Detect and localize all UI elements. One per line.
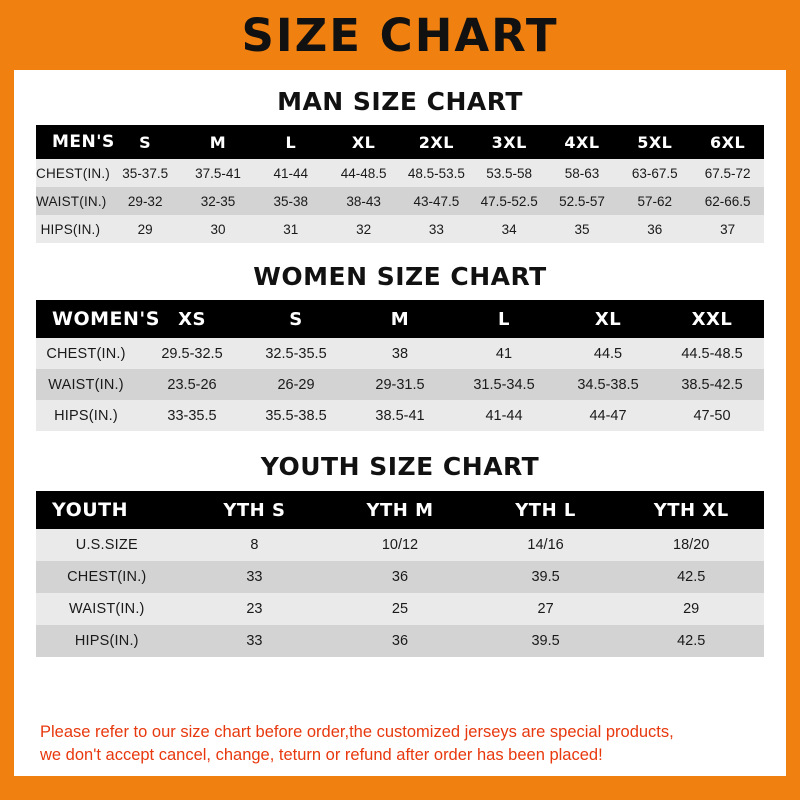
women-waist-1: 23.5-26 bbox=[167, 376, 217, 393]
women-hips-4: 41-44 bbox=[485, 407, 523, 424]
women-waist-4: 31.5-34.5 bbox=[473, 376, 535, 393]
page-title: SIZE CHART bbox=[241, 8, 559, 62]
men-hips-5: 33 bbox=[428, 221, 444, 237]
men-col-6: 3XL bbox=[491, 132, 527, 152]
women-waist-3: 29-31.5 bbox=[375, 376, 425, 393]
women-chest-5: 44.5 bbox=[593, 345, 623, 362]
men-waist-5: 43-47.5 bbox=[413, 193, 460, 209]
youth-ussize-3: 14/16 bbox=[527, 537, 564, 553]
youth-row-label-ussize: U.S.SIZE bbox=[75, 537, 138, 553]
men-hips-3: 31 bbox=[283, 221, 299, 237]
youth-chest-4: 42.5 bbox=[677, 569, 706, 585]
women-col-3: M bbox=[390, 308, 410, 330]
youth-hips-4: 42.5 bbox=[677, 633, 706, 649]
table-row bbox=[36, 215, 764, 243]
women-section-title: WOMEN SIZE CHART bbox=[253, 262, 547, 291]
women-row-label-waist: WAIST(IN.) bbox=[48, 376, 124, 393]
footer-note bbox=[36, 709, 764, 776]
youth-row-label-waist: WAIST(IN.) bbox=[69, 601, 145, 617]
men-hips-6: 34 bbox=[501, 221, 517, 237]
table-row bbox=[36, 338, 764, 369]
men-col-4: XL bbox=[351, 132, 376, 152]
youth-hips-1: 33 bbox=[246, 633, 263, 649]
men-chest-1: 35-37.5 bbox=[122, 165, 169, 181]
men-header-label: MEN'S bbox=[52, 132, 115, 152]
men-col-9: 6XL bbox=[710, 132, 746, 152]
table-row bbox=[36, 625, 764, 657]
men-waist-2: 32-35 bbox=[200, 193, 236, 209]
youth-header-label: YOUTH bbox=[52, 499, 129, 521]
footer-band bbox=[14, 776, 786, 800]
men-col-3: L bbox=[285, 132, 297, 152]
men-chest-7: 58-63 bbox=[564, 165, 600, 181]
youth-hips-3: 39.5 bbox=[531, 633, 560, 649]
women-col-4: L bbox=[498, 308, 510, 330]
youth-chest-2: 36 bbox=[391, 569, 409, 585]
youth-row-label-chest: CHEST(IN.) bbox=[67, 569, 147, 585]
women-col-2: S bbox=[289, 308, 303, 330]
men-col-8: 5XL bbox=[637, 132, 673, 152]
men-size-table bbox=[36, 125, 764, 243]
men-hips-7: 35 bbox=[574, 221, 590, 237]
youth-ussize-1: 8 bbox=[250, 537, 259, 553]
men-waist-9: 62-66.5 bbox=[704, 193, 751, 209]
chart-content bbox=[14, 70, 786, 776]
youth-section-title: YOUTH SIZE CHART bbox=[260, 452, 540, 481]
header-band bbox=[14, 0, 786, 70]
youth-ussize-2: 10/12 bbox=[381, 537, 419, 553]
men-col-1: S bbox=[139, 132, 152, 152]
men-waist-7: 52.5-57 bbox=[559, 193, 605, 209]
youth-waist-1: 23 bbox=[246, 601, 263, 617]
women-row-label-hips: HIPS(IN.) bbox=[54, 407, 118, 424]
women-chest-2: 32.5-35.5 bbox=[265, 345, 327, 362]
women-size-table bbox=[36, 300, 764, 431]
youth-waist-4: 29 bbox=[683, 601, 700, 617]
women-row-label-chest: CHEST(IN.) bbox=[46, 345, 126, 362]
men-hips-8: 36 bbox=[647, 221, 663, 237]
women-col-6: XXL bbox=[691, 308, 733, 330]
men-chest-2: 37.5-41 bbox=[195, 165, 241, 181]
table-header-row bbox=[36, 300, 764, 338]
women-col-5: XL bbox=[594, 308, 622, 330]
table-row bbox=[36, 187, 764, 215]
table-header-row bbox=[36, 125, 764, 159]
men-row-label-hips: HIPS(IN.) bbox=[40, 221, 101, 237]
youth-waist-3: 27 bbox=[537, 601, 554, 617]
table-header-row bbox=[36, 491, 764, 529]
table-row bbox=[36, 400, 764, 431]
men-hips-1: 29 bbox=[137, 221, 153, 237]
youth-col-4: YTH XL bbox=[653, 499, 729, 521]
men-chest-3: 41-44 bbox=[273, 165, 309, 181]
men-waist-8: 57-62 bbox=[637, 193, 673, 209]
footer-note-line-2: we don't accept cancel, change, teturn or refund after order has been placed! bbox=[40, 745, 603, 764]
table-row bbox=[36, 529, 764, 561]
youth-col-3: YTH L bbox=[515, 499, 576, 521]
men-waist-3: 35-38 bbox=[273, 193, 309, 209]
men-chest-5: 48.5-53.5 bbox=[407, 165, 465, 181]
women-header-label: WOMEN'S bbox=[52, 308, 160, 330]
men-row-label-chest: CHEST(IN.) bbox=[36, 165, 110, 181]
youth-row-label-hips: HIPS(IN.) bbox=[74, 633, 139, 649]
women-hips-3: 38.5-41 bbox=[375, 407, 425, 424]
men-chest-8: 63-67.5 bbox=[631, 165, 678, 181]
youth-hips-2: 36 bbox=[391, 633, 409, 649]
men-col-7: 4XL bbox=[564, 132, 600, 152]
men-chest-9: 67.5-72 bbox=[704, 165, 751, 181]
footer-note-line-1: Please refer to our size chart before order,the customized jerseys are special products, bbox=[40, 723, 674, 742]
women-hips-5: 44-47 bbox=[589, 407, 627, 424]
men-hips-9: 37 bbox=[720, 221, 736, 237]
women-hips-1: 33-35.5 bbox=[167, 407, 217, 424]
men-waist-6: 47.5-52.5 bbox=[480, 193, 538, 209]
women-chest-6: 44.5-48.5 bbox=[681, 345, 743, 362]
youth-col-2: YTH M bbox=[366, 499, 434, 521]
men-section-title: MAN SIZE CHART bbox=[277, 87, 523, 116]
women-waist-6: 38.5-42.5 bbox=[681, 376, 743, 393]
youth-size-table bbox=[36, 491, 764, 657]
men-waist-1: 29-32 bbox=[127, 193, 163, 209]
men-col-5: 2XL bbox=[418, 132, 454, 152]
men-row-label-waist: WAIST(IN.) bbox=[36, 193, 107, 209]
men-hips-4: 32 bbox=[356, 221, 372, 237]
women-chest-1: 29.5-32.5 bbox=[161, 345, 223, 362]
women-waist-2: 26-29 bbox=[277, 376, 315, 393]
women-col-1: XS bbox=[178, 308, 206, 330]
men-chest-6: 53.5-58 bbox=[486, 165, 533, 181]
women-chest-4: 41 bbox=[495, 345, 513, 362]
youth-chest-3: 39.5 bbox=[531, 569, 560, 585]
women-waist-5: 34.5-38.5 bbox=[577, 376, 639, 393]
table-row bbox=[36, 369, 764, 400]
table-row bbox=[36, 593, 764, 625]
youth-col-1: YTH S bbox=[223, 499, 286, 521]
youth-waist-2: 25 bbox=[391, 601, 409, 617]
men-col-2: M bbox=[209, 132, 227, 152]
men-hips-2: 30 bbox=[210, 221, 226, 237]
youth-ussize-4: 18/20 bbox=[673, 537, 710, 553]
men-chest-4: 44-48.5 bbox=[340, 165, 387, 181]
table-row bbox=[36, 561, 764, 593]
youth-chest-1: 33 bbox=[246, 569, 263, 585]
women-hips-6: 47-50 bbox=[693, 407, 731, 424]
women-hips-2: 35.5-38.5 bbox=[265, 407, 327, 424]
table-row bbox=[36, 159, 764, 187]
men-waist-4: 38-43 bbox=[346, 193, 381, 209]
women-chest-3: 38 bbox=[391, 345, 409, 362]
